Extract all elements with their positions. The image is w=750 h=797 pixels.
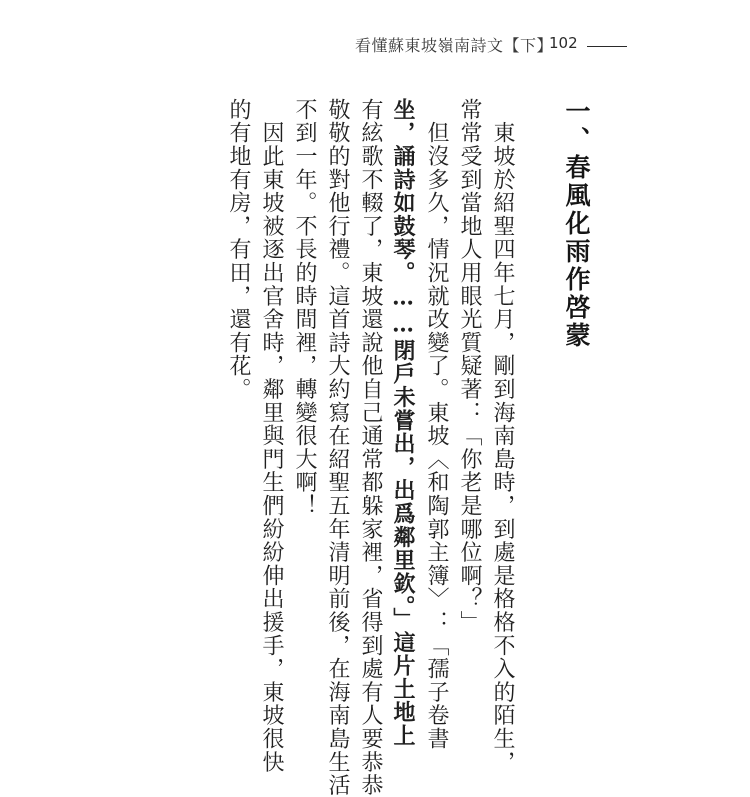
body-line-1: 東坡於紹聖四年七月，剛到海南島時，到處是格格不入的陌生，: [490, 98, 515, 774]
body-line-5: 有絃歌不輟了，東坡還說他自己通常都躲家裡，省得到處有人要恭恭: [358, 98, 383, 797]
body-line-6: 敬敬的對他行禮。這首詩大約寫在紹聖五年清明前後，在海南島生活: [325, 98, 350, 797]
body-line-3: 但沒多久，情況就改變了。東坡〈和陶郭主簿〉：「孺子卷書: [424, 98, 449, 751]
page-number: 102: [549, 34, 578, 52]
body-line-8: 因此東坡被逐出官舍時，鄰里與門生們紛紛伸出援手，東坡很快: [259, 98, 284, 774]
body-line-9: 的有地有房，有田，還有花。: [226, 98, 251, 401]
body-line-2: 常常受到當地人用眼光質疑著：「你老是哪位啊？」: [457, 98, 482, 634]
page-header: [355, 31, 629, 63]
body-line-4: 坐，誦詩如鼓琴。……閉戶未嘗出，出爲鄰里欽。」這片土地上: [390, 98, 416, 748]
body-line-7: 不到一年。不長的時間裡，轉變很大啊！: [292, 98, 317, 518]
header-rule: [587, 46, 627, 47]
running-title: 看懂蘇東坡嶺南詩文【下】: [355, 36, 554, 55]
section-heading: 一、春風化雨作啓蒙: [562, 98, 591, 350]
